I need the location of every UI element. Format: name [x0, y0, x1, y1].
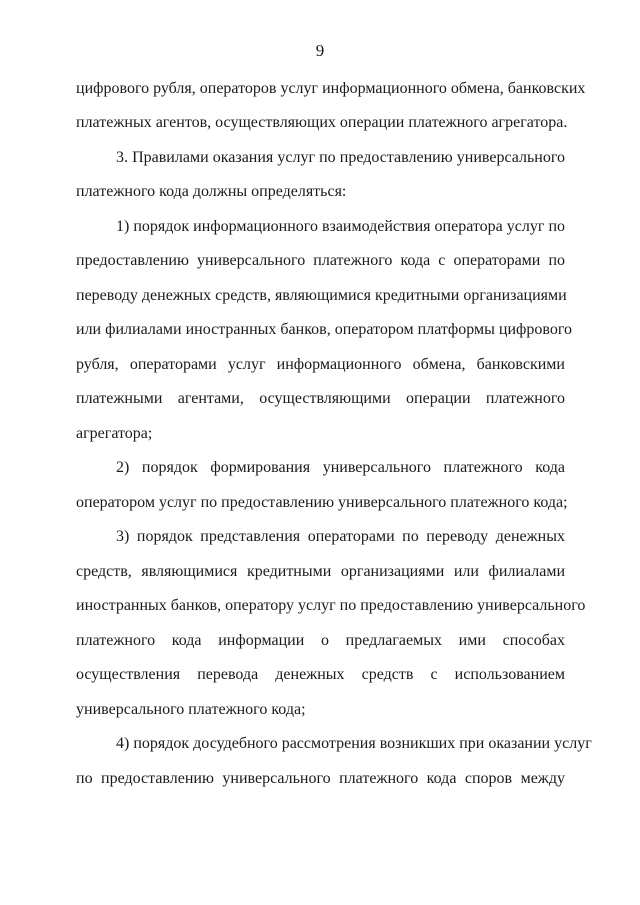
text-line: предоставлению универсального платежного кода с операторами по: [76, 252, 565, 269]
page-number: 9: [315, 41, 325, 60]
text-line: рубля, операторами услуг информационного обмена, банковскими: [76, 356, 565, 373]
text-line: или филиалами иностранных банков, оператором платформы цифрового: [76, 321, 572, 338]
text-line: 3) порядок представления операторами по переводу денежных: [116, 528, 565, 545]
text-line: 3. Правилами оказания услуг по предоставлению универсального: [116, 149, 565, 166]
text-line: 2) порядок формирования универсального платежного кода: [116, 459, 565, 476]
text-line: цифрового рубля, операторов услуг информационного обмена, банковских: [76, 80, 586, 97]
text-line: по предоставлению универсального платежного кода споров между: [76, 770, 565, 787]
text-line: 4) порядок досудебного рассмотрения возникших при оказании услуг: [116, 735, 592, 752]
text-line: платежных агентов, осуществляющих операции платежного агрегатора.: [76, 114, 568, 131]
text-line: 1) порядок информационного взаимодействия оператора услуг по: [116, 218, 565, 235]
text-line: осуществления перевода денежных средств с использованием: [76, 666, 565, 683]
text-line: агрегатора;: [76, 425, 153, 442]
text-line: платежного кода должны определяться:: [76, 183, 347, 200]
text-line: платежными агентами, осуществляющими операции платежного: [76, 390, 565, 407]
text-line: платежного кода информации о предлагаемых ими способах: [76, 632, 565, 649]
text-line: оператором услуг по предоставлению универсального платежного кода;: [76, 494, 568, 511]
text-line: переводу денежных средств, являющимися кредитными организациями: [76, 287, 567, 304]
text-line: универсального платежного кода;: [76, 701, 306, 718]
text-line: иностранных банков, оператору услуг по предоставлению универсального: [76, 597, 586, 614]
text-line: средств, являющимися кредитными организациями или филиалами: [76, 563, 565, 580]
